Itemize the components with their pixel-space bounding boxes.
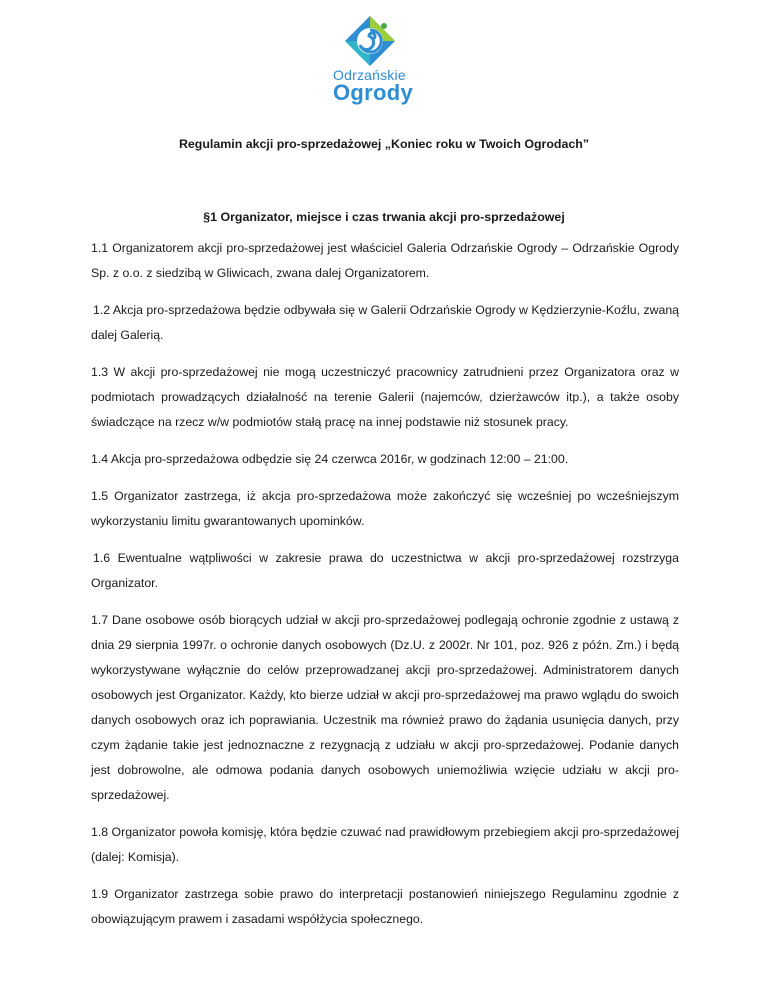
clause-1-1: 1.1 Organizatorem akcji pro-sprzedażowej jest właściciel Galeria Odrzańskie Ogrody – Odrzańskie Ogrody Sp. z o.o. z siedzibą w Gliwicach, zwana dalej Organizatorem. [91, 241, 679, 280]
clause-1-4: 1.4 Akcja pro-sprzedażowa odbędzie się 24 czerwca 2016r, w godzinach 12:00 – 21:00. [91, 452, 569, 466]
clause-1-8: 1.8 Organizator powoła komisję, która będzie czuwać nad prawidłowym przebiegiem akcji pro-sprzedażowej (dalej: Komisja). [91, 825, 679, 864]
clause-1-5: 1.5 Organizator zastrzega, iż akcja pro-sprzedażowa może zakończyć się wcześniej po wcześniejszym wykorzystaniu limitu gwarantowanych upominków. [91, 489, 679, 528]
clause-1-7: 1.7 Dane osobowe osób biorących udział w akcji pro-sprzedażowej podlegają ochronie zgodnie z ustawą z dnia 29 sierpnia 1997r. o ochronie danych osobowych (Dz.U. z 2002r. Nr 101, poz. 926 z późn. Zm.) i będą wykorzystywane wyłącznie do celów przeprowadzanej akcji pro-sprzedażowej. Administratorem danych osobowych jest Organizator. Każdy, kto bierze udział w akcji pro-sprzedażowej ma prawo wglądu do swoich danych osobowych oraz ich poprawiania. Uczestnik ma również prawo do żądania usunięcia danych, przy czym żądanie takie jest jednoznaczne z rezygnacją z udziału w akcji pro-sprzedażowej. Podanie danych jest dobrowolne, ale odmowa podania danych osobowych uniemożliwia wzięcie udziału w akcji pro-sprzedażowej. [91, 613, 679, 802]
brand-logo [325, 14, 445, 104]
clause-1-2: 1.2 Akcja pro-sprzedażowa będzie odbywała się w Galerii Odrzańskie Ogrody w Kędzierzynie-Koźlu, zwaną dalej Galerią. [91, 303, 679, 342]
logo-text-line2: Ogrody [333, 80, 414, 105]
logo-text-line1: Odrzańskie [333, 67, 406, 83]
clause-1-6: 1.6 Ewentualne wątpliwości w zakresie prawa do uczestnictwa w akcji pro-sprzedażowej rozstrzyga Organizator. [91, 551, 679, 590]
clause-1-9: 1.9 Organizator zastrzega sobie prawo do interpretacji postanowień niniejszego Regulaminu zgodnie z obowiązującym prawem i zasadami współżycia społecznego. [91, 887, 679, 926]
section-title: §1 Organizator, miejsce i czas trwania akcji pro-sprzedażowej [203, 210, 565, 224]
clause-list [91, 236, 679, 944]
garden-logo-icon [343, 14, 397, 68]
clause-1-3: 1.3 W akcji pro-sprzedażowej nie mogą uczestniczyć pracownicy zatrudnieni przez Organizatora oraz w podmiotach prowadzących działalność na terenie Galerii (najemców, dzierżawców itp.), a także osoby świadczące na rzecz w/w podmiotów stałą pracę na innej podstawie niż stosunek pracy. [91, 365, 679, 429]
document-title: Regulamin akcji pro-sprzedażowej „Koniec roku w Twoich Ogrodach” [178, 137, 590, 151]
